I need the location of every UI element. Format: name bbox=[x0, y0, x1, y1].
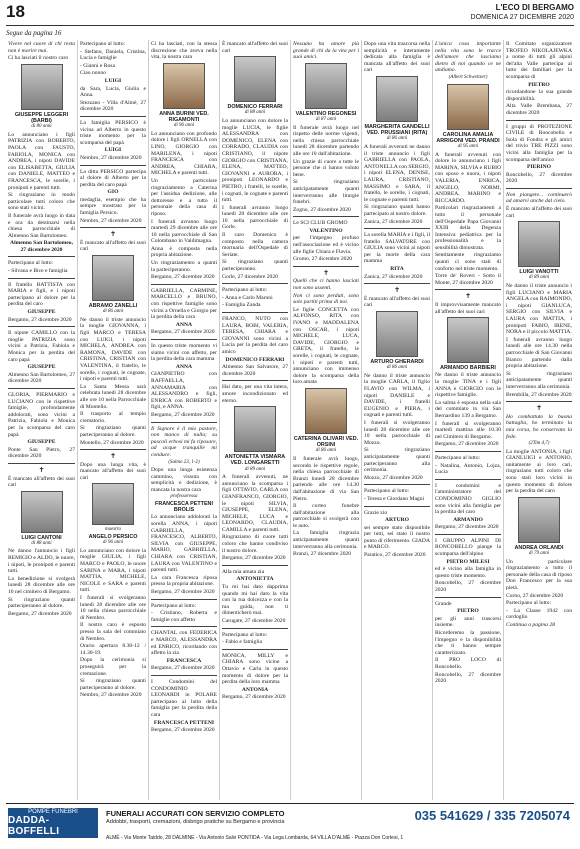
notice-name: GIUSEPPE bbox=[27, 309, 56, 316]
notice-text: Branzi, 27 dicembre 2020 bbox=[293, 551, 352, 558]
notice-text: Nembro, 27 dicembre 2020 bbox=[80, 692, 142, 699]
notice-text: Dopo una lunga esistenza cammino, vissuta con semplicità e dedizione, è mancata la nostra cara bbox=[151, 467, 217, 493]
notice-text: Carugate, 27 dicembre 2020 bbox=[222, 618, 286, 625]
notice-text: maestro bbox=[105, 527, 121, 533]
notice-text: di 86 anni bbox=[386, 365, 408, 371]
notice-text: È mancato all'affetto dei suoi cari bbox=[222, 41, 288, 54]
notice-text: Ne danno il triste annuncio i figli LUCIANO e MARIA ANGELA con RAIMONDO, i nipoti GIANLUCA, SERGIO con SILVIA e LAURA con MATTIA, i pronipoti FABIO, IRENE, NORA e il piccolo MATTIA. bbox=[506, 283, 572, 336]
notice-name: RITA bbox=[390, 266, 404, 273]
notice-name: FRANCESCA bbox=[166, 657, 202, 664]
notice-text: - Silvana e Bice e famiglia bbox=[8, 268, 68, 275]
cross-icon: ✝ bbox=[536, 404, 542, 413]
notice-text: Bergamo, 27 dicembre 2020 bbox=[151, 411, 215, 418]
notice-text: Zanica, 27 dicembre 2020 bbox=[364, 273, 423, 280]
notice-text: Le figlie CONCETTA con ALFONSO, RITA con IVANO e MADDALENA con OSCAR, i nipoti MICHELE, LUCA, DAVIDE, GIORGIO e GRETA, il fratello, le sorelle, i cognati, le cognate, i nipoti e parenti tutti, annunciano con immenso dolore la scomparsa della loro amata bbox=[293, 306, 359, 386]
notice-text: La cara Francesca riposa presso la propria abitazione. bbox=[151, 574, 217, 588]
notice-text: Partecipano al lutto: bbox=[435, 454, 481, 461]
notice-text: professoressa bbox=[170, 494, 198, 500]
notice-name: GIUSEPPE bbox=[27, 364, 56, 371]
notice-text: Lo annunciano i figli PATRIZIA con ROBERTO, PAOLA con FAUSTO, FABIOLA, MONICA con ANDREA, i nipoti DAVIDE con ELISABETTA, GIULIA con DANIELE, MATTEO e FRANCESCA, le sorelle, i pronipoti e parenti tutti. bbox=[8, 131, 75, 191]
notice-text: Il Signore è il mio pastore, non manco di nulla; su pascoli erbosi mi fa riposare, ad acque tranquille mi conduce. bbox=[151, 425, 217, 458]
notice-divider bbox=[293, 216, 359, 217]
notice-divider bbox=[435, 479, 501, 480]
notice-text: Il trasporto al tempio crematorio. bbox=[80, 411, 146, 424]
notice-text: È mancato all'affetto dei suoi cari bbox=[506, 206, 572, 219]
portrait-photo bbox=[305, 63, 347, 109]
notice-text: Nessuno ha amore più grande di chi da la vita per i suoi amici. bbox=[293, 41, 359, 61]
notice-text: Nembro, 27 dicembre 2020 bbox=[80, 154, 142, 161]
notice-text: di 95 anni bbox=[457, 143, 479, 149]
notice-name: ANTONIA bbox=[241, 686, 269, 693]
notice-text: Montello, 27 dicembre 2020 bbox=[80, 439, 144, 446]
deceased-name: ANTONIETTA VISMARA VED. LONGARETTI bbox=[224, 454, 286, 467]
column-4 bbox=[219, 40, 290, 800]
notice-divider bbox=[151, 422, 217, 423]
notice-text: Partecipano al lutto: bbox=[222, 287, 268, 294]
notice-text: - La Classe 1942 con cordoglio bbox=[506, 607, 572, 621]
notice-name: ARMANDO bbox=[453, 516, 483, 523]
cross-icon: ✝ bbox=[323, 268, 329, 277]
notice-divider bbox=[151, 626, 217, 627]
notice-name: PIERINO bbox=[527, 164, 551, 171]
notice-name: ANNA bbox=[175, 321, 193, 328]
notice-text: Quelli che ci hanno lasciati non sono assenti. bbox=[293, 278, 359, 292]
notice-divider bbox=[151, 284, 217, 285]
notice-text: GLORIA, PIERMARIO e LUCIANO con le rispettive famiglie, profondamente addolorati, sono vicini a Patrizia, Fabiola e Monica per la scomparsa del caro papà bbox=[8, 391, 75, 438]
notice-text: Sentitamente ringraziamo quanti ci sono stati di conforto nel triste momento. bbox=[435, 252, 501, 272]
notice-text: Roncobello, 27 dicembre 2020 bbox=[506, 171, 572, 185]
deceased-name: CATERINA OLIVARI VED. ORSINI bbox=[293, 435, 359, 449]
portrait-photo bbox=[447, 84, 489, 130]
deceased-name: ABRAMO ZANELLI bbox=[88, 303, 138, 310]
notice-text: Il nipote CAMILLO con la moglie PATRIZIA sono vicini a Patrizia, Fabiola e Monica per la perdita del caro papà bbox=[8, 330, 75, 363]
notice-divider bbox=[80, 227, 146, 228]
notice-text: I funerali si svolgeranno lunedì 28 dicembre alle ore 10 nella chiesa parrocchiale di Nembro. bbox=[80, 595, 146, 621]
funeral-ad-footer bbox=[6, 803, 574, 848]
notice-text: Un ringraziamento a quanti la parteciperanno. bbox=[151, 260, 217, 273]
notice-text: Roncobello, 27 dicembre 2020 bbox=[435, 580, 501, 594]
notice-name: FRANCESCA PETTENI bbox=[153, 719, 215, 726]
notice-text: Bergamo, 27 dicembre 2020 bbox=[151, 589, 215, 595]
notice-text: È mancato all'affetto dei suoi cari bbox=[80, 239, 146, 253]
notice-text: Ne danno il triste annuncio la moglie CARLA, il figlio FLAVIO con WILMA, i nipoti DANIELE e DAVIDE, i fratelli EUGENIO e PIERA, i cognati e parenti tutti. bbox=[364, 372, 430, 419]
notice-text: Il Comitato organizzatore TROFEO NIKOLAJEWKA a nome di tutti gli alpini del'alta Valle partecipa al lutto dei familiari per la scomparsa di bbox=[506, 41, 572, 80]
notice-text: Il fratello BATTISTA con MARIA e figli, e i nipoti partecipano al dolore per la perdita del caro bbox=[8, 281, 75, 308]
notice-divider bbox=[222, 312, 288, 313]
notice-text: Si ringraziano quanti parteciperanno al dolore. bbox=[8, 596, 75, 610]
logo-top-text: POMPE FUNEBRI bbox=[28, 809, 78, 815]
notice-text: I Condomini del CONDOMINIO LEONARDI in POLARE partecipano al lutto della famiglia per la perdita della cara bbox=[151, 678, 217, 718]
notice-text: Lo annunciano addolorati la sorella ANNA, i nipoti GABRIELLA, FRANCESCO, ALBERTO, SILVIA con GIUSEPPE, MARIO, GABRIELLA, CHIARA con CRISTIAN, LAURA con VALENTINO e parenti tutti. bbox=[151, 514, 217, 574]
notice-divider bbox=[222, 628, 288, 629]
notice-divider bbox=[364, 484, 430, 485]
notice-text: medaglia, esempio che ha sempre mostrato per la famiglia Persico. bbox=[80, 196, 146, 217]
deceased-name: ANDREA ORLANDI bbox=[514, 544, 564, 551]
publication-name: L'ECO DI BERGAMO bbox=[495, 3, 574, 12]
notice-text: La ditta PERSICO partecipa al dolore di Alberto per la perdita del caro papà bbox=[80, 168, 146, 188]
notice-text: Si ringraziano quanti parteciperanno. bbox=[222, 259, 288, 273]
notice-text: di 86 anni bbox=[386, 136, 408, 142]
notice-text: di 86 anni bbox=[315, 448, 337, 454]
notice-text: di 89 anni bbox=[528, 275, 550, 281]
notice-text: I funerali avranno luogo lunedì alle ore 14.30 nella parrocchiale di San Giovanni Bianco partendo dalla propria abitazione. bbox=[506, 336, 572, 370]
notice-text: - Cristiano, Roberta e famiglie con affetto bbox=[151, 610, 217, 623]
notice-text: Alla mia amata zia bbox=[222, 568, 265, 575]
notice-text: Si ringraziano anticipatamente quanti parteciperanno alla cerimonia. bbox=[364, 447, 430, 474]
notice-text: Vivere nel cuore di chi resta non è morire mai. bbox=[8, 41, 75, 54]
portrait-photo bbox=[376, 311, 418, 357]
notice-text: (Salmo 23, 1-2) bbox=[168, 459, 200, 465]
notice-name: DOMENICO FERRARI bbox=[225, 356, 285, 363]
portrait-photo bbox=[21, 491, 63, 533]
notice-text: Il caro Domenico è composto nella camera mortuaria dell'Ospedale di Seriate. bbox=[222, 232, 288, 258]
notice-text: di 96 anni bbox=[102, 540, 124, 546]
notice-divider bbox=[80, 165, 146, 166]
logo-bottom-text: DADDA-BOFFELLI bbox=[8, 815, 60, 837]
deceased-name: LUIGI VANOTTI bbox=[519, 269, 559, 276]
notice-text: Bergamo, 27 dicembre 2020 bbox=[151, 274, 215, 281]
notice-text: di 89 anni bbox=[244, 466, 266, 472]
notice-text: di 96 anni bbox=[173, 123, 195, 129]
notice-divider bbox=[8, 326, 75, 327]
notice-text: Bergamo, 27 dicembre 2020 bbox=[222, 694, 286, 701]
deceased-name: GIUSEPPE LEGGERI (BARBI) bbox=[14, 111, 69, 124]
notice-text: Le SCI CLUB GROMO bbox=[293, 220, 348, 227]
notice-text: Dopo una lunga vita, è mancato all'affetto dei suoi cari bbox=[80, 461, 146, 481]
notice-text: Zogno, 27 dicembre 2020 bbox=[293, 206, 351, 213]
notice-text: Partecipano al lutto: bbox=[151, 602, 197, 609]
portrait-photo bbox=[92, 483, 134, 525]
page-header bbox=[0, 0, 580, 42]
notice-divider bbox=[151, 675, 217, 676]
notice-text: Bergamo, 27 dicembre 2020 bbox=[8, 316, 72, 323]
notice-text: Bergamo, 27 dicembre 2020 bbox=[222, 555, 286, 562]
notice-divider bbox=[80, 449, 146, 450]
page-number: 18 bbox=[6, 2, 25, 21]
notice-text: Partecipano al lutto: bbox=[8, 260, 54, 267]
notice-divider bbox=[8, 463, 75, 464]
notice-divider bbox=[435, 289, 501, 290]
notice-text: Partecipano al lutto: bbox=[80, 41, 126, 47]
notice-text: da Sara, Lucia, Giulia e Anna. bbox=[80, 85, 146, 99]
notice-divider bbox=[506, 120, 572, 121]
notice-text: Bergamo, 27 dicembre 2020 bbox=[151, 665, 215, 672]
notice-text: Il improvvisamente mancato all'affetto dei suoi cari bbox=[435, 302, 501, 315]
deceased-name: VALENTINO REGONESI bbox=[295, 110, 357, 117]
publication-date: DOMENICA 27 DICEMBRE 2020 bbox=[470, 14, 574, 21]
portrait-photo bbox=[234, 56, 276, 102]
notice-name: LUIGI bbox=[104, 77, 122, 84]
notice-name: ANTONIETTA bbox=[236, 576, 274, 583]
notice-text: Stezzano - Villa d'Almè, 27 dicembre 2020 bbox=[80, 99, 146, 113]
notice-divider bbox=[293, 266, 359, 267]
notice-text: ed è vicino alla famiglia in questo triste momento. bbox=[435, 566, 501, 579]
notice-text: I funerali si svolgeranno martedì mattina alle 10.30 nel Cimitero di Bergamo. bbox=[435, 420, 501, 440]
notice-text: - Famiglia Zanda bbox=[222, 302, 261, 309]
notice-text: In questo triste momento vi siamo vicini con affetto, per la perdita della cara mamma bbox=[151, 343, 217, 363]
notice-text: A funerali avvenuti, ne annunciano la scomparsa i figli OTTAVIO, CARLA con GIANFRANCO, GIORGIO, le nipoti SILVIA, GIUSEPPE, ELENA, MICHELE, LUCA e LEONARDO, CLAUDIA, CAMILLA e parenti tutti. bbox=[222, 474, 288, 533]
column-7 bbox=[432, 40, 503, 800]
portrait-photo bbox=[234, 406, 276, 452]
continued-from: Segue da pagina 16 bbox=[6, 29, 62, 37]
notice-text: di 88 anni bbox=[31, 540, 52, 546]
column-8 bbox=[503, 40, 574, 800]
notice-text: GABRIELLA, CARMINE, MARCELLO e BRUNO, con rispettive famiglie sono vicini a Ornella e Giorgio per la perdita della cara bbox=[151, 287, 217, 321]
notice-name: PIETRO MILESI bbox=[446, 558, 490, 565]
notice-text: La famiglia PERSICO è vicina ad Alberto in questo triste momento per la scomparsa del papà bbox=[80, 119, 146, 146]
notice-text: Torre de' Roveri - Sotto il Monte, 27 dicembre 2020 bbox=[435, 273, 501, 286]
notice-text: I funerali avranno luogo martedì 29 dicembre alle ore 10 nella parrocchiale di San Colombano in Valdimagna. bbox=[151, 218, 217, 245]
notice-text: Partecipano al lutto: bbox=[506, 600, 552, 607]
notice-text: Si ringraziano anticipatamente quanti interverranno alla cerimonia. bbox=[506, 370, 572, 390]
notice-text: I GRUPPO ALPINI DI RONCOBELLO piange la scomparsa dell'alpino bbox=[435, 537, 501, 558]
portrait-photo bbox=[376, 76, 418, 122]
column-5 bbox=[290, 40, 361, 800]
notice-name: GIO bbox=[107, 189, 119, 196]
notice-text: L'unica cosa importante nella vita sono le tracce dell'amore che lasciamo dietro di noi quando ce ne andiamo. bbox=[435, 41, 501, 74]
notice-text: - Stefano, Daniela, Cristina, Lucia e famiglie bbox=[80, 48, 146, 62]
notice-text: Il funerale avrà luogo in data e ora da destinarsi nella chiesa parrocchiale di Almenno San Bartolomeo. bbox=[8, 212, 75, 239]
notice-text: GIANPIETRO con RAFFAELLA, ANNAMARIA con ALESSANDRO e figli, ENRICA con ROBERTO e figli, e ANNA. bbox=[151, 371, 217, 411]
ad-phones: 035 541629 / 335 7205074 bbox=[414, 808, 570, 823]
notice-text: Mozzo, 27 dicembre 2020 bbox=[364, 474, 423, 481]
notice-text: Alta Valle Brembana, 27 dicembre 2020 bbox=[506, 103, 572, 116]
notice-text: Particolari ringraziamenti a tutto il personale dell'Ospedale Papa Giovanni XXIII della Degenza Intensiva pediatrica per la professionalità e la sensibilità dimostrata. bbox=[435, 205, 501, 251]
notice-text: di 80 anni bbox=[31, 124, 52, 130]
cross-icon: ✝ bbox=[110, 230, 116, 239]
notice-text: Un particolare ringraziamento a Caterina per l'assidua dedizione, alle dottoresse e a tutto il personale della casa di riposo. bbox=[151, 177, 217, 217]
deceased-name: ARTURO GHERARDI bbox=[370, 359, 424, 366]
notice-text: Non piangete... continuerò ad amarvi anche dal cielo. bbox=[506, 191, 572, 205]
notice-text: Orario apertura 8.30-12 / 14.30-19. bbox=[80, 643, 146, 656]
notice-divider bbox=[8, 278, 75, 279]
notice-text: Anna è composta nella propria abitazione. bbox=[151, 245, 217, 259]
cross-icon: ✝ bbox=[38, 465, 45, 474]
notice-text: Il corteo funebre dall'abitazione alla parrocchiale si svolgerà con le auto. bbox=[293, 503, 359, 529]
notice-text: La famiglia ringrazia anticipatamente quanti interverranno alla cerimonia. bbox=[293, 530, 359, 550]
notice-text: Partecipano al lutto: bbox=[222, 631, 268, 638]
notice-divider bbox=[151, 339, 217, 340]
header-rule bbox=[6, 25, 574, 26]
portrait-photo bbox=[305, 388, 347, 434]
notice-divider bbox=[364, 283, 430, 284]
notice-text: Si ringraziano quanti hanno partecipato al nostro dolore. bbox=[364, 204, 430, 217]
notice-name: VALENTINO bbox=[309, 227, 343, 234]
notice-name: Almenno San Bartolomeo, 27 dicembre 2020 bbox=[10, 240, 73, 253]
notice-text: CHANTAL con FEDERICA e MARCO, ALESSANDRA ed ENRICO, ricordando con affetto la zia bbox=[151, 630, 217, 657]
notice-divider bbox=[80, 116, 146, 117]
deceased-name: CAROLINA AMALIA ARRIGONI VED. PRANDI bbox=[436, 131, 500, 144]
notice-divider bbox=[506, 401, 572, 402]
notice-divider bbox=[364, 506, 430, 507]
publication-info bbox=[471, 3, 574, 22]
notice-text: Lo annunciano con dolore la moglie GIULIA, i figli MARCO e PAOLO, le nuore SABINA e MARA, i nipoti MATTIA, MICHELE, NICOLE e SARA e parenti tutti. bbox=[80, 547, 146, 594]
notice-text: Si ringraziano quanti parteciperanno al dolore. bbox=[80, 425, 146, 438]
notice-name: GIUSEPPE bbox=[27, 439, 56, 446]
notice-text: I condomini e l'amministratore del CONDOMINIO GIGLIO sono vicini alla famiglia per la perdita del caro bbox=[435, 482, 501, 516]
portrait-photo bbox=[447, 317, 489, 363]
column-6 bbox=[361, 40, 432, 800]
notice-text: Dopo una vita trascorsa nella semplicità e interamente dedicata alla famiglia è mancata all'affetto dei suoi cari bbox=[364, 41, 430, 74]
cross-icon: ✝ bbox=[394, 286, 400, 295]
notice-text: Non ci sono perduti, sono solo partiti prima di noi. bbox=[293, 292, 359, 306]
deceased-name: ANNA BURINI VED. RIGAMONTI bbox=[159, 110, 209, 123]
notice-divider bbox=[506, 188, 572, 189]
notice-divider bbox=[435, 597, 501, 598]
notice-text: Almenno San Salvatore, 27 dicembre 2020 bbox=[222, 364, 288, 377]
notice-text: Ho combattuto la buona battaglia, ho terminato la mia corsa, ho conservato la fede. bbox=[506, 413, 572, 440]
notice-text: La moglie ANTONIA, i figli GIANLUIGI e ANTONIO, unitamente ai loro cari, ringraziano tutti coloro che sono stati loro vicini in questo momento di dolore per la perdita del caro bbox=[506, 448, 572, 495]
column-1 bbox=[6, 40, 77, 800]
notice-text: - Natalina, Antonio, Lojza, Lucia bbox=[435, 462, 501, 476]
notice-text: Ne danno il triste annuncio la moglie TINA e i figli ANNA e GIORGIO con le rispettive famiglie. bbox=[435, 372, 501, 399]
notice-divider bbox=[435, 534, 501, 535]
notice-text: Curno, 27 dicembre 2020 bbox=[506, 592, 564, 599]
notice-text: Ciao nonno bbox=[80, 70, 106, 77]
column-2 bbox=[77, 40, 148, 800]
portrait-photo bbox=[518, 497, 560, 543]
notice-text: (2Tim 4,7) bbox=[528, 441, 550, 447]
notice-text: Tu mi hai dato dapprima quando mi hai dato la vita con la tua dolcezza e con la tua guida, non ti dimenticherò mai. bbox=[222, 584, 288, 617]
notice-text: Bergamo, 27 dicembre 2020 bbox=[435, 524, 499, 531]
notice-text: Ponte San Pietro, 27 dicembre 2020 bbox=[8, 446, 75, 460]
logo-box bbox=[8, 808, 98, 838]
portrait-photo bbox=[92, 255, 134, 301]
notice-text: Ci ha lasciati il nostro caro bbox=[8, 55, 69, 62]
notice-text: - Fabio e famiglia bbox=[222, 639, 262, 646]
notice-name: PIETRO bbox=[457, 608, 479, 615]
notice-text: I gruppi di PROTEZIONE CIVILE di Roncobello e Isola di Fondra e gli amici del trivio TRE PIZZI sono vicini alla famiglia per la scomparsa dell'amico bbox=[506, 123, 572, 163]
notice-divider bbox=[8, 388, 75, 389]
notice-text: Gorle, 27 dicembre 2020 bbox=[222, 273, 278, 280]
notice-text: Ne danno il triste annuncio la moglie GIOVANNA, i figli MARCO e TERESA con LUIGI, i nipoti MICHELA, ANDREA con RAMONA, DAVIDE con CRISTINA, CRISTIAN con VALENTINA, il fratello, le sorelle, i cognati, le cognate, i nipoti e parenti tutti. bbox=[80, 316, 146, 383]
notice-text: Zanica, 27 dicembre 2020 bbox=[364, 218, 423, 225]
notice-text: - Anna e Carlo Maroni bbox=[222, 294, 273, 301]
notice-divider bbox=[222, 283, 288, 284]
notice-text: A funerali avvenuti ne danno il triste annuncio i figli GABRIELLA con PAOLA, ANTONELLA con SERGIO, i nipoti ELENA, DENISE, LAURA, CRISTIANO, MASSIMO e SARA, il fratello, le sorelle, i cognati, le cognate e parenti tutti. bbox=[364, 143, 430, 203]
notice-name: PIETRO bbox=[528, 81, 550, 88]
deceased-name: ANGELO PERSICO bbox=[88, 534, 138, 541]
notice-text: È mancato all'affetto dei suoi cari bbox=[364, 295, 430, 309]
notice-divider bbox=[8, 256, 75, 257]
cross-icon: ✝ bbox=[465, 292, 471, 301]
notice-text: - Teresa e Giordano Magni bbox=[364, 495, 425, 502]
notice-text: Bergamo, 27 dicembre 2020 bbox=[8, 610, 72, 617]
notice-text: (Albert Schweitzer) bbox=[448, 74, 488, 80]
notice-text: Partecipano al lutto: bbox=[364, 488, 410, 495]
notice-text: MONICA, MILLY e CHIARA sono vicine a Ottavio e Carla in questo momento di dolore per la perdita della loro mamma bbox=[222, 652, 288, 686]
notice-text: sei sempre stato disponibile per tutti, sei stato il nostro punto di riferimento. GIADA e MARCO. bbox=[364, 524, 430, 551]
notice-text: di 86 anni bbox=[102, 309, 124, 315]
notice-text: La Santa Messa sarà celebrata lunedì 28 dicembre alle ore 10 nella Parrocchiale di Montello. bbox=[80, 383, 146, 410]
deceased-name: DOMENICO FERRARI bbox=[227, 104, 283, 111]
deceased-name: ARMANDO BARBIERI bbox=[440, 365, 496, 372]
notice-text: Ricorderemo la passione, l'impegno e la disponibilità che ti hanno sempre caratterizzato. bbox=[435, 630, 501, 656]
notice-text: Il funerale avrà luogo, secondo le rispettive regole, nella chiesa parrocchiale di Branzi lunedì 28 dicembre partendo alle ore 14.30 dall'abitazione di via San Pietro. bbox=[293, 455, 359, 502]
portrait-photo bbox=[518, 221, 560, 267]
deceased-name: MARGHERITA GANDELLI VED. PRUSSIANI (RITA) bbox=[364, 123, 430, 137]
notice-text: Lo annunciano con profondo dolore i figli ORNELLA con LINO, GIORGIO con MARILENA, i nipoti FRANCESCA con ANDREA, CHIARA, MICHELA e parenti tutti. bbox=[151, 130, 217, 177]
notice-text: per gli anni trascorsi insieme. bbox=[435, 615, 501, 629]
notice-text: I funerali si svolgeranno lunedì 28 dicembre alle ore 10 nella parrocchiale di Mozzo. bbox=[364, 419, 430, 446]
portrait-photo bbox=[163, 63, 205, 109]
ad-subtitle: Addobbi, trasporti, cremazioni, disbrigo pratiche su Bergamo e provincia bbox=[106, 819, 285, 825]
notice-divider bbox=[364, 228, 430, 229]
notice-text: A funerali avvenuti con dolore lo annunciano i figli MARINA, SILVIA e RUBIO con sposo e nuora, i nipoti VALERIA, ENRICA, ANGELO, NORMI, ANDREA, MARINO e RICCARDO. bbox=[435, 151, 501, 204]
notice-text: Grazie zio bbox=[364, 509, 388, 516]
deceased-name: FRANCESCA PETTENI BROLIS bbox=[155, 501, 213, 514]
notice-text: Grande bbox=[435, 600, 452, 607]
notice-divider bbox=[151, 599, 217, 600]
notice-text: Ne danno l'annuncio i figli REMIGIO e ALDO, le nuore, i nipoti, le pronipoti e parenti tutti. bbox=[8, 548, 75, 575]
notice-text: di 88 anni bbox=[244, 110, 266, 116]
notice-text: La sorella MARIA e i figli, il fratello SALVATORE con GIULIA sono vicini ai nipoti per la morte della cara mamma bbox=[364, 232, 430, 265]
notice-text: Si ringraziano anticipatamente quanti interverranno alle liturgie funebri. bbox=[293, 179, 359, 206]
notice-divider bbox=[222, 565, 288, 566]
notice-divider bbox=[222, 380, 288, 381]
notice-text: Il PRO LOCO di Roncobello. bbox=[435, 657, 501, 670]
deceased-name: LUIGI CANTONI bbox=[21, 534, 62, 541]
notice-text: per l'impegno profuso nell'associazione ed è vicino alle figlie Chiara e Flavia. bbox=[293, 235, 359, 255]
column-3 bbox=[148, 40, 219, 800]
notice-divider bbox=[435, 451, 501, 452]
notice-text: Roncobello, 27 dicembre 2020 bbox=[435, 671, 501, 685]
notice-text: Un grazie di cuore a tutte le persone che ci hanno voluto bene. bbox=[293, 158, 359, 178]
notice-text: Si ringraziano quanti parteciperanno al dolore. bbox=[80, 678, 146, 691]
funeral-home-logo bbox=[8, 808, 98, 842]
notice-text: di 79 anni bbox=[528, 551, 550, 557]
cross-icon: ✝ bbox=[110, 452, 116, 461]
notice-text: Si ringraziano in modo particolare tutti coloro che sono stati vicini. bbox=[8, 192, 75, 212]
notice-text: Un particolare ringraziamento a tutto il personale della casa di riposo Don Francesco per la sua pietà. bbox=[506, 558, 572, 592]
notice-text: È mancato all'affetto dei suoi cari bbox=[8, 475, 75, 489]
notice-name: ARTURO bbox=[384, 517, 410, 524]
notice-text: Ci ha lasciati, con la stessa discrezione che aveva nella vita, la nostra cara bbox=[151, 41, 217, 61]
notice-text: Bergamo, 27 dicembre 2020 bbox=[151, 727, 215, 734]
notice-text: Il nostro caro è esposto presso la sala del commiato di Nembro. bbox=[80, 622, 146, 642]
portrait-photo bbox=[21, 64, 63, 110]
notice-text: Brembilla, 27 dicembre 2020 bbox=[506, 391, 572, 398]
obituary-columns bbox=[6, 40, 574, 800]
notice-text: Nembro, 27 dicembre 2020 bbox=[80, 217, 142, 224]
notice-name: ANNA bbox=[175, 363, 193, 370]
notice-text: Continua a pagina 28 bbox=[506, 622, 555, 628]
notice-text: Lo annunciano con dolore la moglie LUCIA, le figlie ALESSANDRA con DOMENICO, ELENA con CORRADO, CLAUDIA con CRISTIANO, il nipote GIORGIO con CRISTIANA, ELENA, MATTEO, GIOVANNI e AURORA, i pronipoti LEONARDO e PIETRO, i fratelli, le sorelle, i cognati, le cognate e parenti tutti. bbox=[222, 117, 288, 204]
ad-title: FUNERALI ACCURATI CON SERVIZIO COMPLETO bbox=[106, 809, 285, 818]
notice-text: ricordandone la sua grande disponibilità. bbox=[506, 89, 572, 102]
notice-divider bbox=[222, 649, 288, 650]
notice-text: Il funerale avrà luogo nel rispetto delle norme vigenti, nella chiesa parrocchiale lunedì 28 dicembre partendo alle ore 10 dall'abitazione. bbox=[293, 124, 359, 157]
notice-text: Gromo, 27 dicembre 2020 bbox=[293, 256, 353, 263]
notice-text: di 87 anni bbox=[315, 116, 337, 122]
notice-text: I funerali avranno luogo lunedì 28 dicembre alle ore 10 nella parrocchiale di Gorle. bbox=[222, 204, 288, 231]
notice-text: Bergamo, 27 dicembre 2020 bbox=[435, 441, 499, 448]
notice-text: La benedizione si svolgerà lunedì 28 dicembre alle ore 10 nel cimitero di Bergamo. bbox=[8, 575, 75, 596]
notice-text: Bergamo, 27 dicembre 2020 bbox=[151, 329, 215, 336]
notice-text: - Gianni e Rosa bbox=[80, 62, 115, 69]
notice-text: Hai dato, per una vita intera, amore incondizionato ed eterno. bbox=[222, 384, 288, 404]
notice-text: La salma è esposta nella sala del commiato in via San Bernardino 139 a Bergamo. bbox=[435, 399, 501, 419]
notice-text: Almenno San Bartolomeo, 27 dicembre 2020 bbox=[8, 371, 75, 385]
notice-text: FRANCO, NUTO con LAURA, BOBI, VALERIA, TERESA, CHIARA e GIOVANNI sono vicini a Lucia per la perdita del caro amico bbox=[222, 316, 288, 355]
notice-text: Ringraziamo di cuore tutti coloro che hanno condiviso il nostro dolore. bbox=[222, 534, 288, 554]
notice-name: LUIGI bbox=[104, 147, 122, 154]
ad-addresses: ALMÈ - Via Monte Taiddo, 28 DALMINE - Via Antonio Salvi PONTIDA - Via Lega Lombarda, 64 VILLA D'ALMÈ - Piazza Don Cortesi, 1 bbox=[106, 835, 404, 841]
notice-text: Dopo la cerimonia si proseguirà per la cremazione. bbox=[80, 657, 146, 677]
notice-text: Paratico, 27 dicembre 2020 bbox=[364, 552, 426, 559]
